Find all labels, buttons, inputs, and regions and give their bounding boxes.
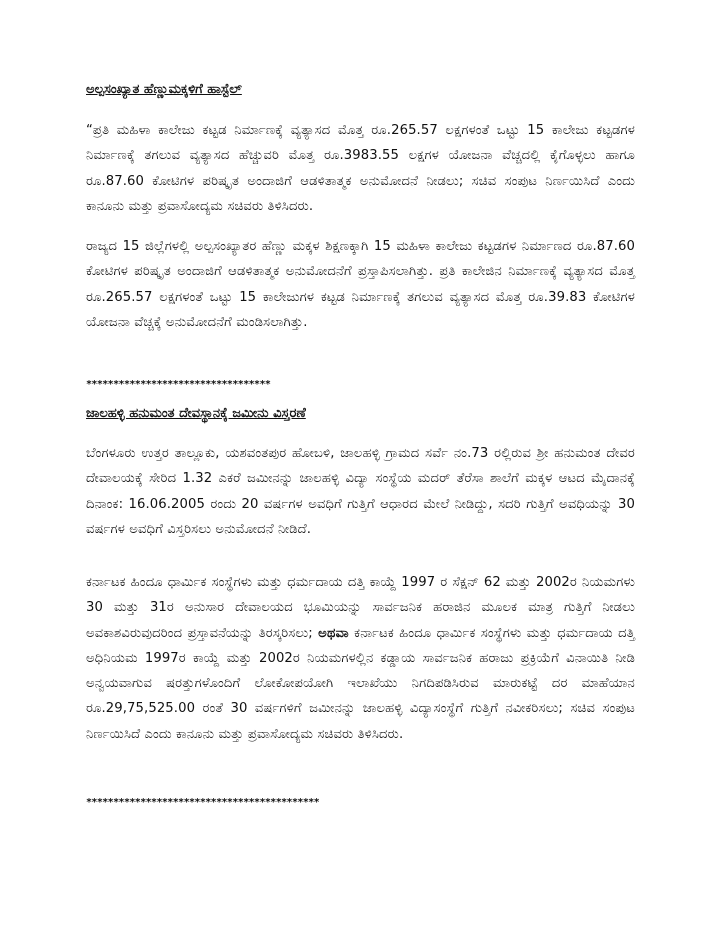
decision-text-part2: ಕರ್ನಾಟಕ ಹಿಂದೂ ಧಾರ್ಮಿಕ ಸಂಸ್ಥೆಗಳು ಮತ್ತು ಧರ್ಮದಾಯ ದತ್ತಿ ಅಧಿನಿಯಮ 1997ರ ಕಾಯ್ದೆ ಮತ್ತು 2002ರ ನಿಯಮಗಳಲ್ಲಿನ ಕಡ್ಡಾಯ ಸಾರ್ವಜನಿಕ ಹರಾಜು ಪ್ರಕ್ರಿಯೆಗೆ ವಿನಾಯಿತಿ ನೀಡಿ ಅನ್ವಯವಾಗುವ ಷರತ್ತುಗಳೊಂದಿಗೆ ಲೋಕೋಪಯೋಗಿ ಇಲಾಖೆಯು ನಿಗದಿಪಡಿಸಿರುವ ಮಾರುಕಟ್ಟೆ ದರ ಮಾಹೆಯಾನ ರೂ.29,75,525.00 ರಂತೆ 30 ವರ್ಷಗಳಿಗೆ ಜಮೀನನ್ನು ಜಾಲಹಳ್ಳಿ ವಿದ್ಯಾಸಂಸ್ಥೆಗೆ ಗುತ್ತಿಗೆ ನವೀಕರಿಸಲು; ಸಚಿವ ಸಂಪುಟ ನಿರ್ಣಯಿಸಿದೆ ಎಂದು ಕಾನೂನು ಮತ್ತು ಪ್ರವಾಸೋದ್ಯಮ ಸಚಿವರು ತಿಳಿಸಿದರು. bbox=[86, 625, 635, 742]
section-heading-temple-land: ಜಾಲಹಳ್ಳಿ ಹನುಮಂತ ದೇವಸ್ಥಾನಕ್ಕೆ ಜಮೀನು ವಿಸ್ತರಣೆ bbox=[86, 406, 306, 421]
separator-line: ********************************** bbox=[86, 379, 271, 390]
decision-or-label: ಅಥವಾ bbox=[318, 625, 349, 641]
separator-line-end: ******************************************* bbox=[86, 797, 320, 808]
paragraph-temple-decision bbox=[86, 570, 635, 747]
decision-text-part1: ಕರ್ನಾಟಕ ಹಿಂದೂ ಧಾರ್ಮಿಕ ಸಂಸ್ಥೆಗಳು ಮತ್ತು ಧರ್ಮದಾಯ ದತ್ತಿ ಕಾಯ್ದೆ 1997 ರ ಸೆಕ್ಷನ್ 62 ಮತ್ತು 2002ರ ನಿಯಮಗಳು 30 ಮತ್ತು 31ರ ಅನುಸಾರ ದೇವಾಲಯದ ಭೂಮಿಯನ್ನು ಸಾರ್ವಜನಿಕ ಹರಾಜಿನ ಮೂಲಕ ಮಾತ್ರ ಗುತ್ತಿಗೆ ನೀಡಲು ಅವಕಾಶವಿರುವುದರಿಂದ ಪ್ರಸ್ತಾವನೆಯನ್ನು ತಿರಸ್ಕರಿಸಲು; bbox=[86, 575, 635, 641]
paragraph-hostel-background: ರಾಜ್ಯದ 15 ಜಿಲ್ಲೆಗಳಲ್ಲಿ ಅಲ್ಪಸಂಖ್ಯಾತರ ಹೆಣ್ಣು ಮಕ್ಕಳ ಶಿಕ್ಷಣಕ್ಕಾಗಿ 15 ಮಹಿಳಾ ಕಾಲೇಜು ಕಟ್ಟಡಗಳ ನಿರ್ಮಾಣದ ರೂ.87.60 ಕೋಟಿಗಳ ಪರಿಷ್ಕೃತ ಅಂದಾಜಿಗೆ ಆಡಳಿತಾತ್ಮಕ ಅನುಮೋದನೆಗೆ ಪ್ರಸ್ತಾಪಿಸಲಾಗಿತ್ತು. ಪ್ರತಿ ಕಾಲೇಜಿನ ನಿರ್ಮಾಣಕ್ಕೆ ವ್ಯತ್ಯಾಸದ ಮೊತ್ತ ರೂ.265.57 ಲಕ್ಷಗಳಂತೆ ಒಟ್ಟು 15 ಕಾಲೇಜುಗಳ ಕಟ್ಟಡ ನಿರ್ಮಾಣಕ್ಕೆ ತಗಲುವ ವ್ಯತ್ಯಾಸದ ಮೊತ್ತ ರೂ.39.83 ಕೋಟಿಗಳ ಯೋಜನಾ ವೆಚ್ಚಕ್ಕೆ ಅನುಮೋದನೆಗೆ ಮಂಡಿಸಲಾಗಿತ್ತು. bbox=[86, 239, 635, 330]
paragraph-hostel-decision: “ಪ್ರತಿ ಮಹಿಳಾ ಕಾಲೇಜು ಕಟ್ಟಡ ನಿರ್ಮಾಣಕ್ಕೆ ವ್ಯತ್ಯಾಸದ ಮೊತ್ತ ರೂ.265.57 ಲಕ್ಷಗಳಂತೆ ಒಟ್ಟು 15 ಕಾಲೇಜು ಕಟ್ಟಡಗಳ ನಿರ್ಮಾಣಕ್ಕೆ ತಗಲುವ ವ್ಯತ್ಯಾಸದ ಹೆಚ್ಚುವರಿ ಮೊತ್ತ ರೂ.3983.55 ಲಕ್ಷಗಳ ಯೋಜನಾ ವೆಚ್ಚದಲ್ಲಿ ಕೈಗೊಳ್ಳಲು ಹಾಗೂ ರೂ.87.60 ಕೋಟಿಗಳ ಪರಿಷ್ಕೃತ ಅಂದಾಜಿಗೆ ಆಡಳಿತಾತ್ಮಕ ಅನುಮೋದನೆ ನೀಡಲು; ಸಚಿವ ಸಂಪುಟ ನಿರ್ಣಯಿಸಿದೆ ಎಂದು ಕಾನೂನು ಮತ್ತು ಪ್ರವಾಸೋದ್ಯಮ ಸಚಿವರು ತಿಳಿಸಿದರು. bbox=[86, 123, 635, 214]
paragraph-temple-lease: ಬೆಂಗಳೂರು ಉತ್ತರ ತಾಲ್ಲೂಕು, ಯಶವಂತಪುರ ಹೋಬಳಿ, ಜಾಲಹಳ್ಳಿ ಗ್ರಾಮದ ಸರ್ವೆ ನಂ.73 ರಲ್ಲಿರುವ ಶ್ರೀ ಹನುಮಂತ ದೇವರ ದೇವಾಲಯಕ್ಕೆ ಸೇರಿದ 1.32 ಎಕರೆ ಜಮೀನನ್ನು ಜಾಲಹಳ್ಳಿ ವಿದ್ಯಾ ಸಂಸ್ಥೆಯ ಮದರ್ ತೆರೆಸಾ ಶಾಲೆಗೆ ಮಕ್ಕಳ ಆಟದ ಮೈದಾನಕ್ಕೆ ದಿನಾಂಕ: 16.06.2005 ರಂದು 20 ವರ್ಷಗಳ ಅವಧಿಗೆ ಗುತ್ತಿಗೆ ಆಧಾರದ ಮೇಲೆ ನೀಡಿದ್ದು, ಸದರಿ ಗುತ್ತಿಗೆ ಅವಧಿಯನ್ನು 30 ವರ್ಷಗಳ ಅವಧಿಗೆ ವಿಸ್ತರಿಸಲು ಅನುಮೋದನೆ ನೀಡಿದೆ. bbox=[86, 446, 635, 537]
section-heading-hostel: ಅಲ್ಪಸಂಖ್ಯಾತ ಹೆಣ್ಣುಮಕ್ಕಳಿಗೆ ಹಾಸ್ಟೆಲ್ bbox=[86, 82, 242, 97]
